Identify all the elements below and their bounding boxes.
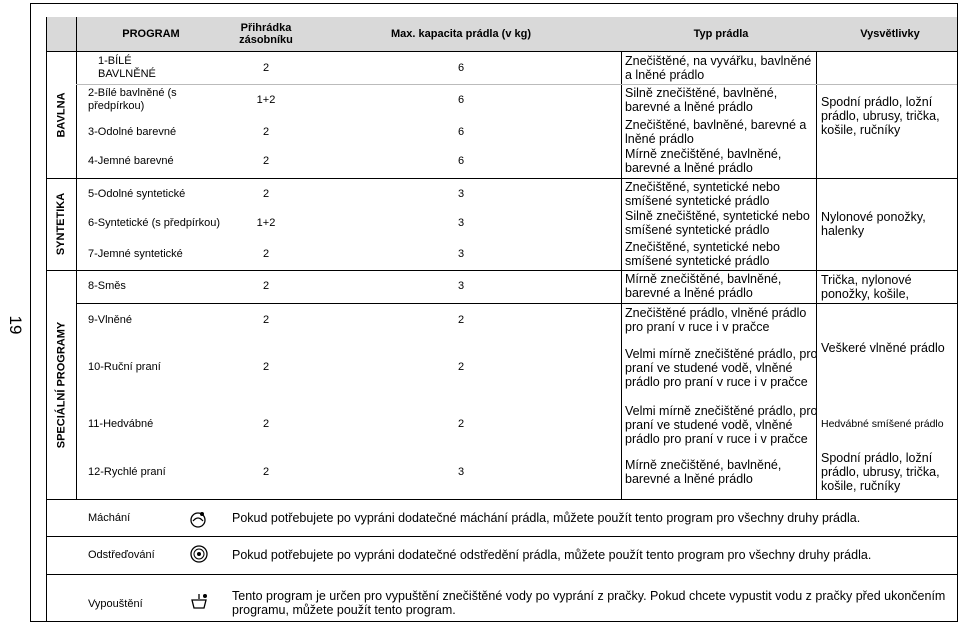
header-notes: Vysvětlivky (860, 28, 920, 40)
laundry-type: Znečištěné, na vyvářku, bavlněné a lněné prádlo (625, 54, 812, 82)
extra-description: Tento program je určen pro vypuštění znečištěné vody po vyprání z pračky. Pokud chcete vypustit vodu z pračky před ukončením programu, můžete použít tento program. (232, 589, 946, 617)
program-table (30, 3, 958, 622)
program-name: 5-Odolné syntetické (88, 187, 186, 200)
box-value: 1+2 (256, 93, 276, 106)
laundry-type: Velmi mírně znečištěné prádlo, pro praní ve studené vodě, vlněné prádlo pro praní v ruce i v pračce (625, 346, 818, 389)
laundry-type: Znečištěné, syntetické nebo smíšené syntetické prádlo (625, 180, 780, 208)
capacity-value: 3 (457, 279, 465, 292)
divider (46, 536, 958, 537)
laundry-type: Mírně znečištěné, bavlněné, barevné a lněné prádlo (625, 458, 782, 486)
laundry-type: Silně znečištěné, bavlněné, barevné a lněné prádlo (625, 86, 778, 114)
capacity-value: 6 (457, 125, 465, 138)
divider (621, 51, 622, 499)
note-silk: Hedvábné smíšené prádlo (821, 417, 944, 430)
rinse-icon (188, 510, 208, 528)
program-name: 6-Syntetické (s předpírkou) (88, 216, 221, 229)
capacity-value: 3 (457, 465, 465, 478)
header-type: Typ prádla (693, 28, 749, 40)
box-value: 2 (262, 361, 270, 373)
extra-description: Pokud potřebujete po vypráni dodatečné odstředění prádla, můžete použít tento program pro všechny druhy prádla. (232, 548, 872, 562)
capacity-value: 3 (457, 247, 465, 260)
box-value: 2 (262, 313, 270, 326)
box-value: 2 (262, 418, 270, 430)
capacity-value: 2 (457, 313, 465, 326)
note-synthetic: Nylonové ponožky, halenky (821, 210, 926, 238)
note-quick: Spodní prádlo, ložní prádlo, ubrusy, trička, košile, ručníky (821, 451, 940, 493)
spin-icon (189, 544, 209, 564)
group-cotton: BAVLNA (55, 91, 68, 138)
program-name: 10-Ruční praní (88, 361, 161, 373)
box-value: 2 (262, 279, 270, 292)
box-value: 1+2 (256, 216, 276, 229)
program-name: 12-Rychlé praní (88, 465, 166, 478)
capacity-value: 6 (457, 61, 465, 74)
program-name: 9-Vlněné (88, 313, 133, 326)
box-value: 2 (262, 125, 270, 138)
laundry-type: Znečištěné prádlo, vlněné prádlo pro praní v ruce i v pračce (625, 306, 807, 334)
program-name: Vypouštění (88, 597, 143, 610)
note-wool: Veškeré vlněné prádlo (821, 341, 945, 355)
program-name: 11-Hedvábné (88, 418, 154, 430)
laundry-type: Velmi mírně znečištěné prádlo, pro praní ve studené vodě, vlněné prádlo pro praní v ruce i v pračce (625, 403, 818, 446)
program-name: 1-BÍLÉ BAVLNĚNÉ (98, 55, 156, 80)
divider (46, 270, 958, 271)
header-capacity: Max. kapacita prádla (v kg) (391, 28, 531, 40)
note-mix: Trička, nylonové ponožky, košile, (821, 273, 912, 301)
capacity-value: 6 (457, 154, 465, 167)
divider (76, 84, 958, 85)
box-value: 2 (262, 61, 270, 74)
divider (46, 178, 958, 179)
program-name: Odstřeďování (88, 548, 155, 561)
program-name: 8-Směs (88, 279, 126, 292)
program-name: Máchání (88, 511, 131, 524)
divider (76, 303, 958, 304)
program-name: 3-Odolné barevné (88, 125, 177, 138)
capacity-value: 3 (457, 187, 465, 200)
box-value: 2 (262, 247, 270, 260)
drain-icon (189, 592, 209, 612)
page-number: 19 (6, 315, 25, 335)
capacity-value: 6 (457, 93, 465, 106)
capacity-value: 2 (457, 361, 465, 373)
program-name: 4-Jemné barevné (88, 154, 174, 167)
box-value: 2 (262, 154, 270, 167)
laundry-type: Mírně znečištěné, bavlněné, barevné a lněné prádlo (625, 147, 782, 175)
capacity-value: 3 (457, 216, 465, 229)
group-special: SPECIÁLNÍ PROGRAMY (55, 321, 68, 448)
program-name: 2-Bílé bavlněné (s předpírkou) (88, 87, 177, 112)
laundry-type: Znečištěné, bavlněné, barevné a lněné prádlo (625, 118, 807, 146)
note-cotton: Spodní prádlo, ložní prádlo, ubrusy, trička, košile, ručníky (821, 95, 940, 137)
header-program: PROGRAM (122, 28, 180, 40)
divider (46, 499, 958, 500)
capacity-value: 2 (457, 418, 465, 430)
divider (76, 17, 77, 499)
laundry-type: Silně znečištěné, syntetické nebo smíšené syntetické prádlo (625, 209, 810, 237)
extra-description: Pokud potřebujete po vypráni dodatečné máchání prádla, můžete použít tento program pro všechny druhy prádla. (232, 511, 861, 525)
group-synthetic: SYNTETIKA (55, 192, 67, 256)
divider (46, 574, 958, 575)
laundry-type: Mírně znečištěné, bavlněné, barevné a lněné prádlo (625, 272, 782, 300)
header-box: Přihrádka zásobníku (239, 22, 293, 46)
program-name: 7-Jemné syntetické (88, 247, 183, 260)
laundry-type: Znečištěné, syntetické nebo smíšené syntetické prádlo (625, 240, 780, 268)
box-value: 2 (262, 465, 270, 478)
box-value: 2 (262, 187, 270, 200)
divider (46, 51, 958, 52)
